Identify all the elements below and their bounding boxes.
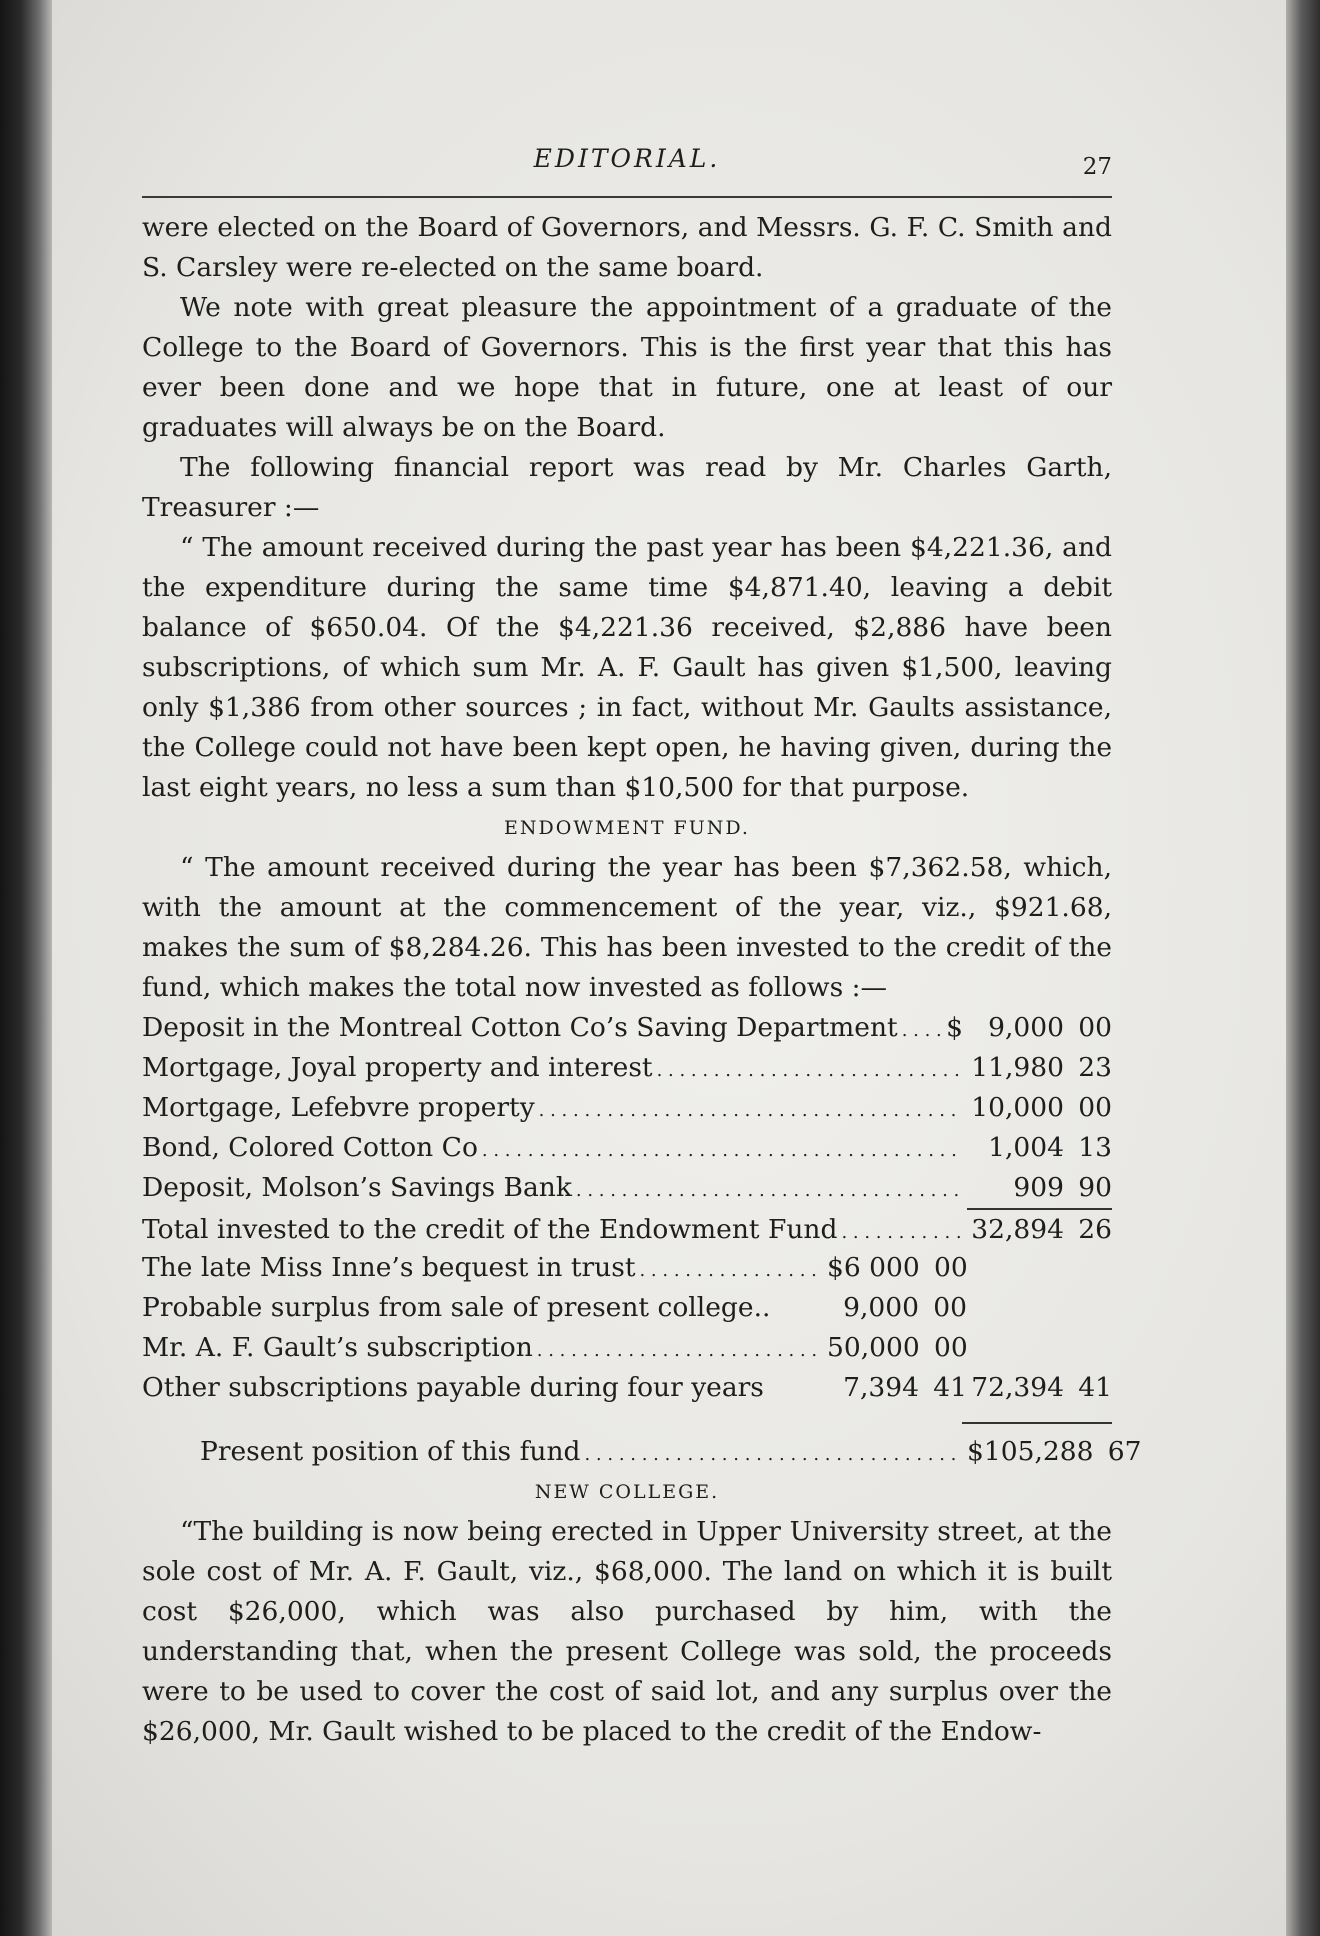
- ledger-total-amount: [967, 1208, 1112, 1250]
- page-edge-shadow: [1286, 0, 1320, 1936]
- paragraph: “ The amount received during the past year has been $4,221.36, and the expenditure during the same time $4,871.40, leaving a debit balance of $650.04. Of the $4,221.36 received, $2,886 have been subscriptions, of which sum Mr. A. F. Gault has given $1,500, leaving only $1,386 from other sources ; in fact, without Mr. Gaults assistance, the College could not have been kept open, he having given, during the last eight years, no less a sum than $10,500 for that purpose.: [142, 532, 1112, 803]
- ledger-row: [142, 1168, 1112, 1208]
- amount-dollars: 32,894: [971, 1214, 1064, 1245]
- page-header: [142, 144, 1112, 184]
- dot-leader: [639, 1248, 823, 1291]
- dot-leader: [902, 1008, 942, 1051]
- paragraph: were elected on the Board of Governors, and Messrs. G. F. C. Smith and S. Carsley were re-elected on the same board.: [142, 212, 1112, 283]
- amount-cents: 41: [933, 1372, 967, 1403]
- ledger-row: [142, 1128, 1112, 1168]
- amount-dollars: 50,000: [827, 1332, 920, 1363]
- dot-leader: [584, 1432, 963, 1475]
- ledger-amount: [967, 1128, 1112, 1168]
- amount-cents: 90: [1078, 1172, 1112, 1203]
- present-position-row: [142, 1432, 1142, 1472]
- dot-leader: [576, 1168, 963, 1211]
- dot-leader: [537, 1328, 823, 1371]
- ledger-label: Mr. A. F. Gault’s subscription: [142, 1332, 533, 1363]
- ledger-label: Bond, Colored Cotton Co: [142, 1132, 478, 1163]
- amount-dollars: 7,394: [843, 1372, 919, 1403]
- article-body: [142, 208, 1142, 1752]
- ledger-subtotal-amount: [967, 1368, 1112, 1408]
- paragraph: We note with great pleasure the appointment of a graduate of the College to the Board of Governors. This is the first year that this has ever been done and we hope that in future, one at least of our graduates will always be on the Board.: [142, 292, 1112, 443]
- ledger-row: [142, 1088, 1112, 1128]
- amount-cents: 67: [1107, 1436, 1142, 1467]
- amount-dollars: 1,004: [988, 1132, 1064, 1163]
- amount-cents: 26: [1078, 1214, 1112, 1245]
- amount-cents: 00: [1078, 1012, 1112, 1043]
- ledger-row: [142, 1328, 1112, 1368]
- ledger-amount: [967, 1048, 1112, 1088]
- new-college-heading: NEW COLLEGE.: [534, 1481, 720, 1503]
- ledger-amount: [827, 1368, 967, 1408]
- ledger-amount: [967, 1088, 1112, 1128]
- ledger-amount: [827, 1248, 967, 1288]
- amount-cents: 00: [934, 1332, 968, 1363]
- header-rule: [142, 196, 1112, 198]
- ledger-row: [142, 1368, 1112, 1408]
- amount-cents: 23: [1078, 1052, 1112, 1083]
- ledger-label: Mortgage, Lefebvre property: [142, 1092, 535, 1123]
- amount-cents: 00: [933, 1292, 967, 1323]
- ledger-label: Deposit in the Montreal Cotton Co’s Saving Department: [142, 1012, 898, 1043]
- dot-leader: [657, 1048, 963, 1091]
- amount-cents: 41: [1078, 1372, 1112, 1403]
- amount-cents: 13: [1078, 1132, 1112, 1163]
- ledger-row: [142, 1048, 1112, 1088]
- dollar-sign: $: [946, 1012, 963, 1043]
- ledger-label: Deposit, Molson’s Savings Bank: [142, 1172, 572, 1203]
- ledger-amount: [827, 1288, 967, 1328]
- running-title: EDITORIAL.: [533, 144, 721, 173]
- amount-dollars: 72,394: [971, 1372, 1064, 1403]
- dot-leader: [539, 1088, 963, 1131]
- ledger-amount: [967, 1008, 1112, 1048]
- paragraph: The following financial report was read by Mr. Charles Garth, Treasurer :—: [142, 452, 1112, 523]
- amount-dollars: 10,000: [971, 1092, 1064, 1123]
- ledger-amount: [967, 1168, 1112, 1208]
- dot-leader: [841, 1210, 963, 1253]
- ledger-grand-total: [967, 1432, 1142, 1472]
- ledger-row: [142, 1008, 1112, 1048]
- endowment-intro: “ The amount received during the year has been $7,362.58, which, with the amount at the commencement of the year, viz., $921.68, makes the sum of $8,284.26. This has been invested to the credit of the fund, which makes the total now invested as follows :—: [142, 852, 1112, 1003]
- amount-dollars: $105,288: [967, 1436, 1094, 1467]
- amount-cents: 00: [1078, 1092, 1112, 1123]
- ledger-label: Present position of this fund: [200, 1436, 581, 1467]
- dot-leader: [482, 1128, 963, 1171]
- amount-dollars: 909: [1013, 1172, 1064, 1203]
- amount-cents: 00: [934, 1252, 968, 1283]
- ledger-total-row: [142, 1208, 1112, 1248]
- sum-rule: [962, 1422, 1112, 1424]
- investment-ledger: [142, 1008, 1142, 1472]
- ledger-row: [142, 1288, 1112, 1328]
- ledger-label: The late Miss Inne’s bequest in trust: [142, 1252, 636, 1283]
- new-college-paragraph: “The building is now being erected in Upper University street, at the sole cost of Mr. A. F. Gault, viz., $68,000. The land on which it is built cost $26,000, which was also purchased by him, with the understanding that, when the present College was sold, the proceeds were to be used to cover the cost of said lot, and any surplus over the $26,000, Mr. Gault wished to be placed to the credit of the Endow-: [142, 1516, 1112, 1747]
- amount-dollars: 9,000: [988, 1012, 1064, 1043]
- ledger-amount: [827, 1328, 967, 1368]
- ledger-row: [142, 1248, 1112, 1288]
- ledger-label: Probable surplus from sale of present college..: [142, 1292, 771, 1323]
- amount-dollars: 9,000: [843, 1292, 919, 1323]
- book-binding-shadow: [0, 0, 52, 1936]
- ledger-label: Total invested to the credit of the Endowment Fund: [142, 1214, 838, 1245]
- ledger-label: Mortgage, Joyal property and interest: [142, 1052, 653, 1083]
- endowment-heading: ENDOWMENT FUND.: [504, 817, 750, 839]
- page-number: 27: [1082, 154, 1112, 180]
- amount-dollars: 11,980: [971, 1052, 1064, 1083]
- amount-dollars: $6 000: [827, 1252, 920, 1283]
- ledger-label: Other subscriptions payable during four years: [142, 1372, 764, 1403]
